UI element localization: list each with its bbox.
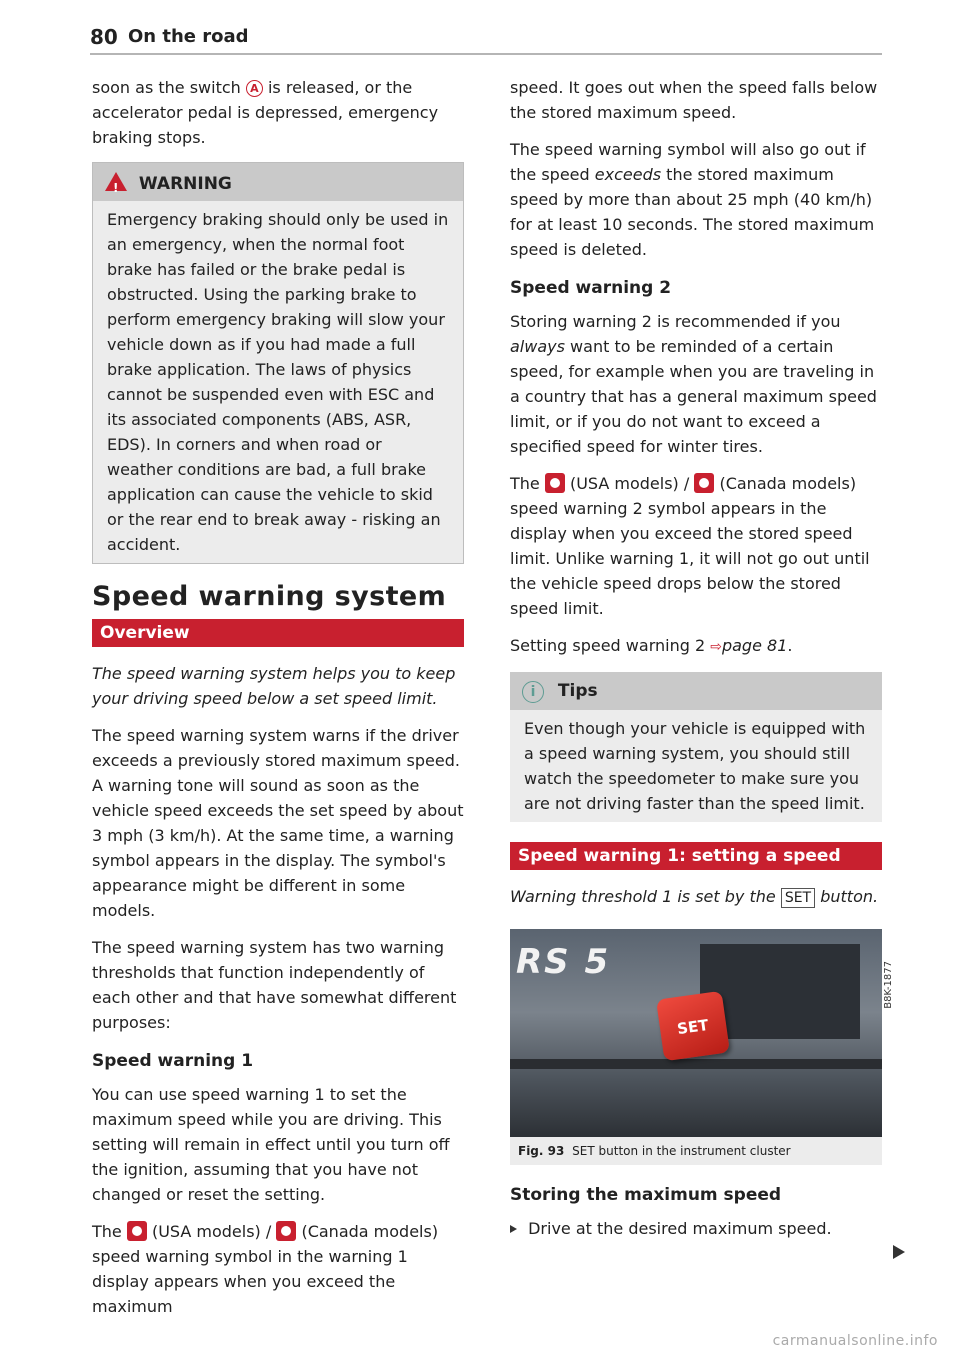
sw1-symbol-paragraph: The (USA models) / (Canada models) speed warning symbol in the warning 1 display appears when you exceed the maximum bbox=[92, 1222, 439, 1316]
page-reference-arrow-icon: ⇨ bbox=[710, 639, 722, 655]
figure-code: B8K-1877 bbox=[883, 961, 894, 1009]
speed-warning-2-usa-icon bbox=[545, 473, 565, 493]
set-button: SET bbox=[656, 991, 730, 1062]
warning-header bbox=[93, 163, 463, 201]
tips-text: Even though your vehicle is equipped with a speed warning system, you should still watch the speedometer to make sure you are not driving faster than the speed limit. bbox=[524, 719, 866, 813]
setting-speed-limit-bar: Speed warning 1: setting a speed limit bbox=[510, 842, 882, 870]
tips-title: Tips bbox=[557, 681, 598, 701]
section-title: On the road bbox=[128, 26, 249, 47]
paragraph-1: The speed warning system warns if the driver exceeds a previously stored maximum speed. A warning tone will sound as soon as the vehicle speed exceeds the set speed by about 3 mph (3 km/h). At the same time, a warning symbol appears in the display. The symbol's appearance might be different in some models. bbox=[92, 726, 464, 920]
speed-warning-canada-icon bbox=[276, 1221, 296, 1241]
page-number: 80 bbox=[90, 25, 118, 49]
figure-caption: Fig. 93 SET button in the instrument cluster bbox=[510, 1137, 882, 1165]
step-bullet-icon bbox=[510, 1225, 517, 1233]
right-column bbox=[510, 75, 894, 1253]
warning-text: Emergency braking should only be used in an emergency, when the normal foot brake has failed or the brake pedal is obstructed. Using the parking brake to perform emergency braking will slow your vehicle down as if you had made a full brake application. The laws of physics cannot be suspended even with ESC and its associated components (ABS, ASR, EDS). In corners and when road or weather conditions are bad, a full brake application can cause the vehicle to skid or the rear end to break away - risking an accident. bbox=[107, 210, 449, 554]
chapter-heading: Speed warning system bbox=[92, 581, 447, 612]
threshold-intro: Warning threshold 1 is set by the SET button. bbox=[510, 887, 879, 906]
cluster-trim bbox=[510, 1059, 882, 1069]
overview-intro: The speed warning system helps you to keep your driving speed below a set speed limit. bbox=[92, 664, 456, 708]
storing-heading: Storing the maximum speed bbox=[510, 1185, 782, 1205]
storing-step: Drive at the desired maximum speed. bbox=[510, 1216, 882, 1241]
paragraph-2: The speed warning system has two warning thresholds that function independently of each other and that have somewhat different purposes: bbox=[92, 938, 457, 1032]
overview-bar: Overview bbox=[92, 619, 464, 647]
switch-a-icon: A bbox=[246, 80, 263, 97]
continuation-paragraph: speed. It goes out when the speed falls below the stored maximum speed. bbox=[510, 78, 878, 122]
instrument-cluster-figure bbox=[510, 929, 894, 1137]
tips-header bbox=[510, 672, 882, 710]
page-header bbox=[90, 25, 882, 55]
warning-title: WARNING bbox=[138, 174, 232, 194]
exceeds-paragraph: The speed warning symbol will also go out if the speed exceeds the stored maximum speed by more than about 25 mph (40 km/h) for at least 10 seconds. The stored maximum speed is deleted. bbox=[510, 140, 875, 259]
set-key-label: SET bbox=[781, 888, 815, 908]
rs5-logo: RS 5 bbox=[516, 942, 611, 982]
intro-paragraph: soon as the switch A is released, or the accelerator pedal is depressed, emergency braking stops. bbox=[92, 78, 439, 147]
speed-warning-usa-icon bbox=[127, 1221, 147, 1241]
sw1-text: You can use speed warning 1 to set the maximum speed while you are driving. This setting will remain in effect until you turn off the ignition, assuming that you have not changed or reset the setting. bbox=[92, 1085, 450, 1204]
sw2-heading: Speed warning 2 bbox=[510, 278, 672, 298]
setting-reference: Setting speed warning 2 ⇨page 81. bbox=[510, 636, 793, 655]
left-column bbox=[92, 75, 464, 1331]
warning-triangle-icon: ! bbox=[105, 172, 127, 191]
continue-arrow-icon bbox=[893, 1245, 905, 1259]
sw2-symbol-paragraph: The (USA models) / (Canada models) speed warning 2 symbol appears in the display when you exceed the stored speed limit. Unlike warning 1, it will not go out until the vehicle speed drops below the stored speed limit. bbox=[510, 474, 870, 618]
speed-warning-2-canada-icon bbox=[694, 473, 714, 493]
warning-box bbox=[92, 162, 464, 564]
figure-label: Fig. 93 bbox=[518, 1144, 565, 1158]
watermark: carmanualsonline.info bbox=[772, 1333, 938, 1349]
page-reference-link[interactable]: page 81 bbox=[721, 636, 788, 655]
tips-box bbox=[510, 672, 882, 822]
sw1-heading: Speed warning 1 bbox=[92, 1051, 254, 1071]
sw2-text: Storing warning 2 is recommended if you always want to be reminded of a certain speed, for example when you are traveling in a country that has a general maximum speed limit, or if you do not want to exceed a specified speed for winter tires. bbox=[510, 312, 877, 456]
info-icon: i bbox=[522, 681, 544, 703]
